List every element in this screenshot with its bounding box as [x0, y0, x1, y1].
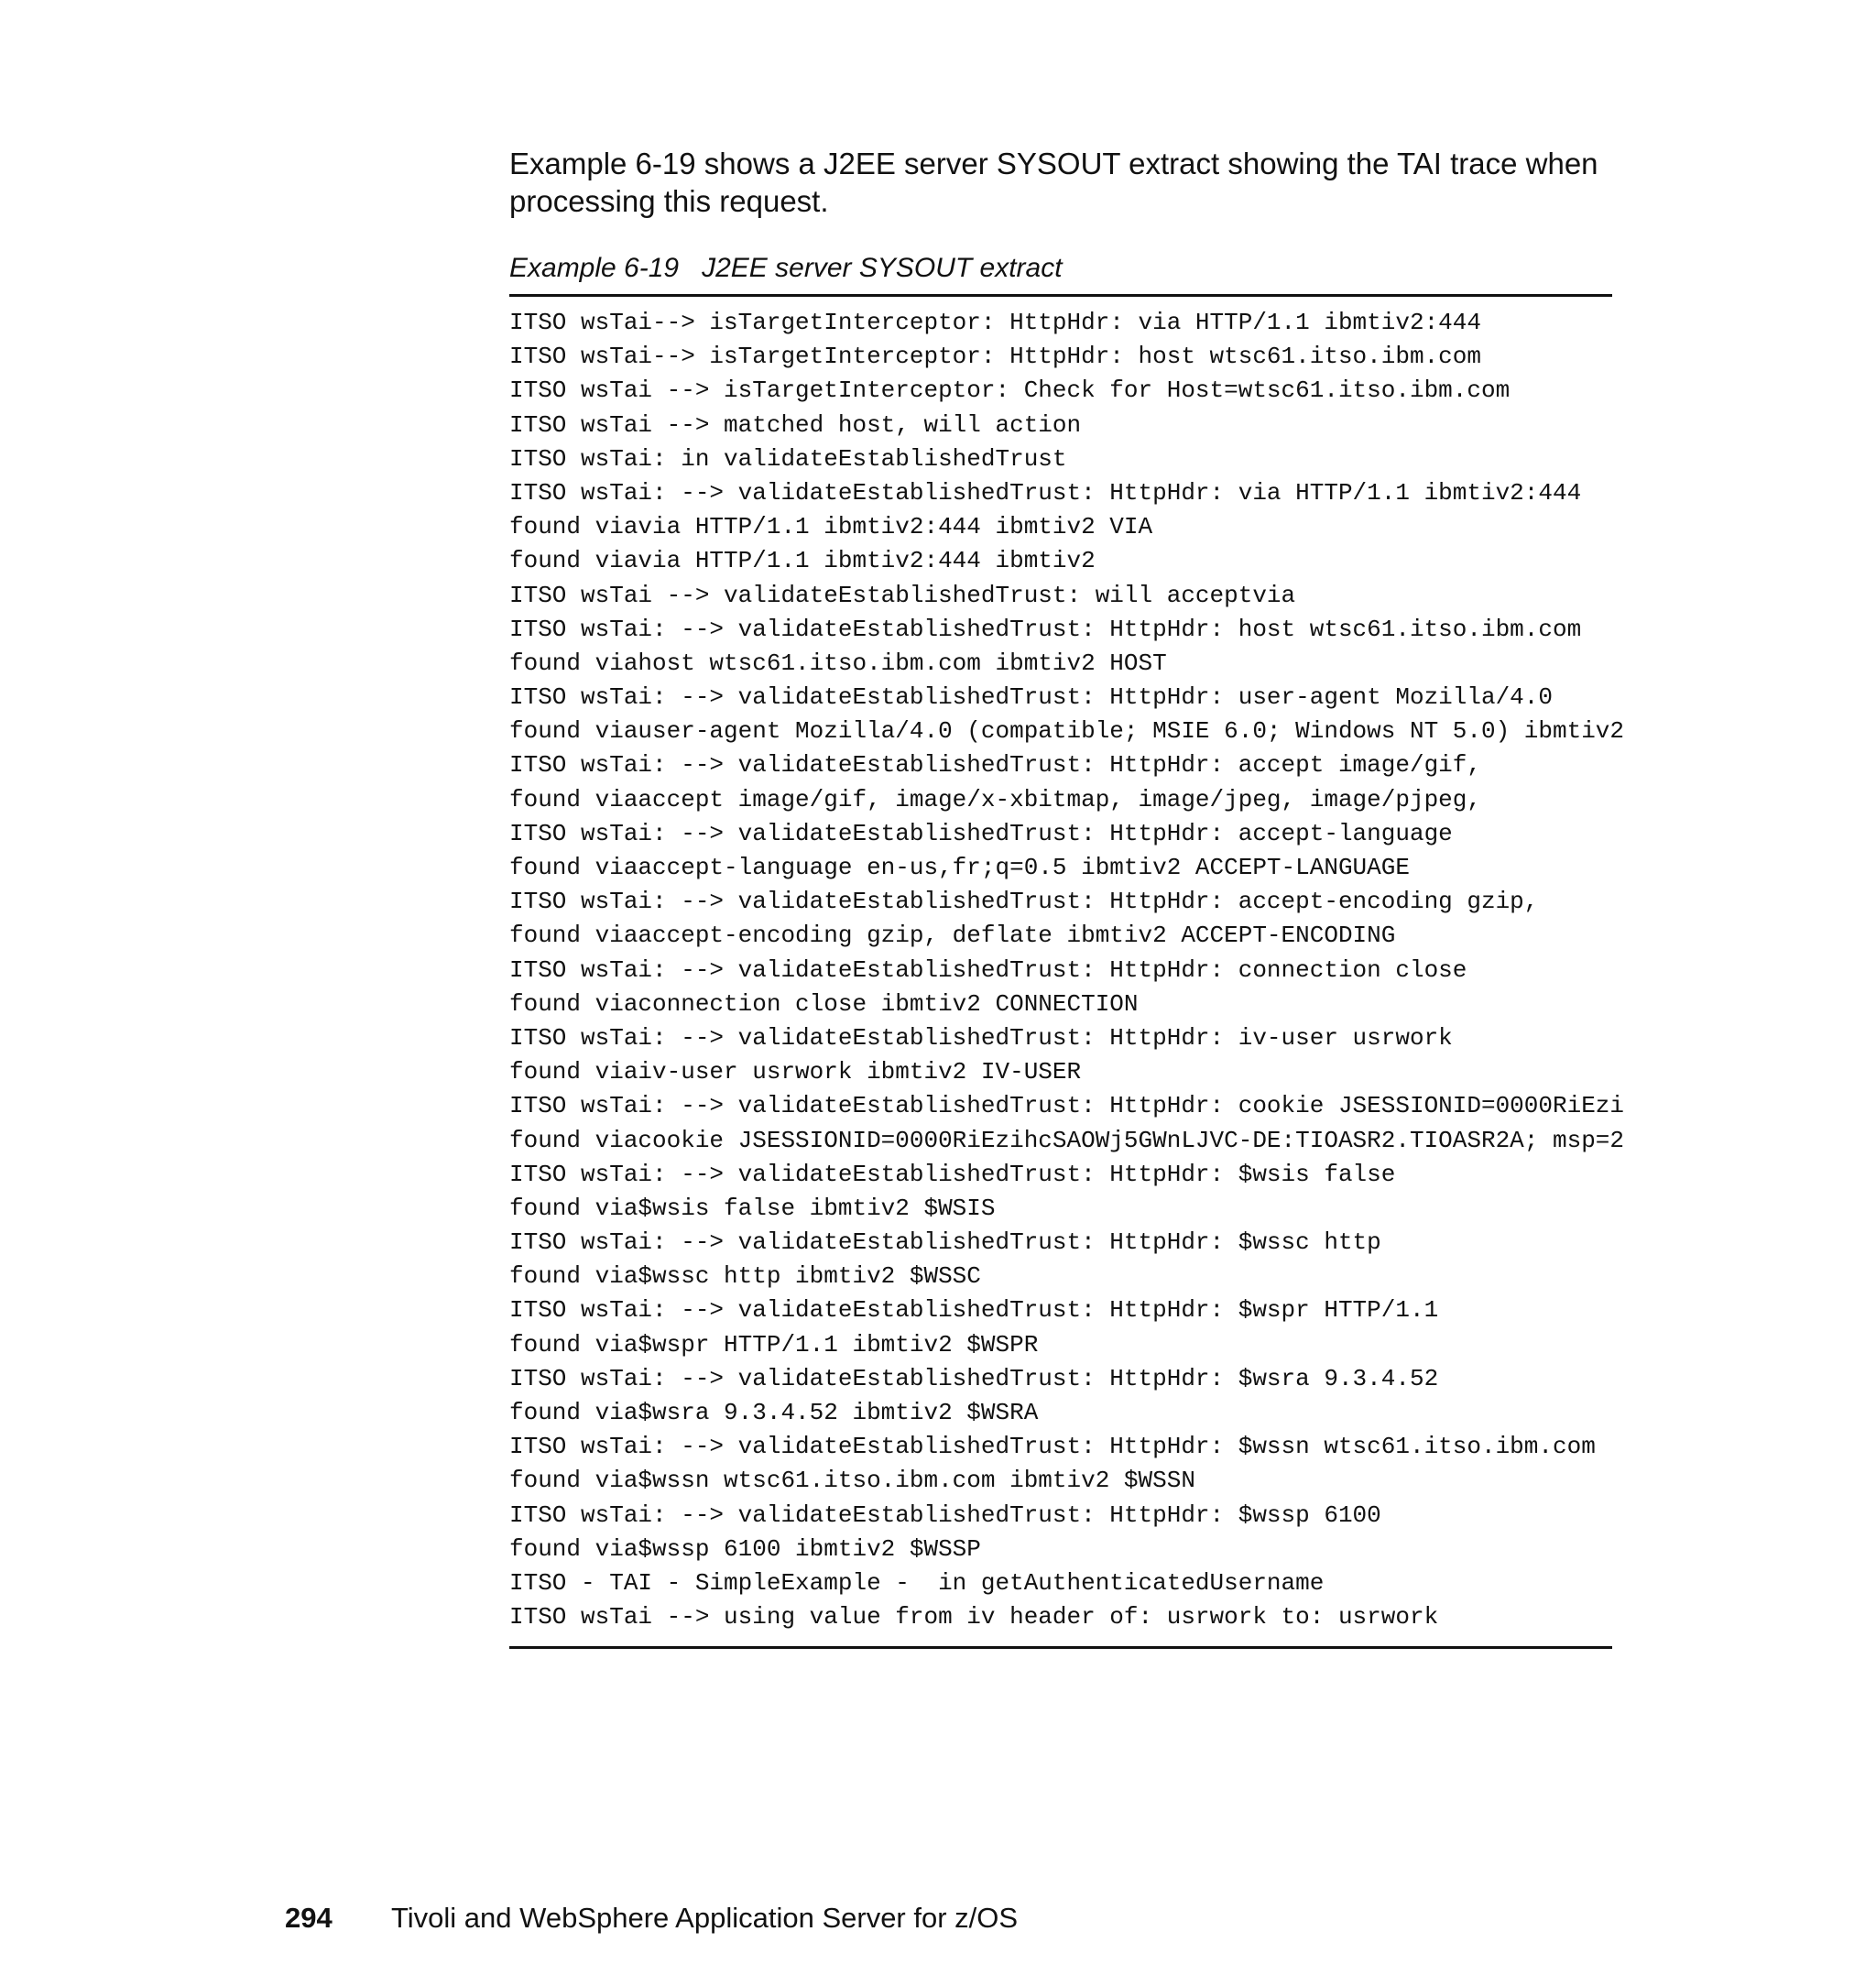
code-line: ITSO wsTai: --> validateEstablishedTrust: HttpHdr: accept-encoding gzip,	[509, 888, 1539, 916]
code-line: found viavia HTTP/1.1 ibmtiv2:444 ibmtiv2	[509, 547, 1096, 575]
code-line: found viaaccept-language en-us,fr;q=0.5 ibmtiv2 ACCEPT-LANGUAGE	[509, 854, 1410, 881]
code-line: found viavia HTTP/1.1 ibmtiv2:444 ibmtiv2 VIA	[509, 513, 1153, 541]
code-line: found viaaccept-encoding gzip, deflate ibmtiv2 ACCEPT-ENCODING	[509, 922, 1396, 950]
code-line: found via$wssc http ibmtiv2 $WSSC	[509, 1262, 981, 1291]
code-line: found viaaccept image/gif, image/x-xbitmap, image/jpeg, image/pjpeg,	[509, 785, 1481, 813]
code-line: found via$wssn wtsc61.itso.ibm.com ibmtiv2 $WSSN	[509, 1467, 1195, 1495]
code-line: ITSO wsTai: --> validateEstablishedTrust: HttpHdr: host wtsc61.itso.ibm.com	[509, 615, 1582, 643]
code-line: ITSO - TAI - SimpleExample - in getAuthenticatedUsername	[509, 1568, 1325, 1597]
code-line: ITSO wsTai: --> validateEstablishedTrust: HttpHdr: cookie JSESSIONID=0000RiEzi	[509, 1092, 1624, 1120]
code-line: ITSO wsTai: --> validateEstablishedTrust: HttpHdr: connection close	[509, 955, 1467, 984]
code-line: ITSO wsTai--> isTargetInterceptor: HttpHdr: via HTTP/1.1 ibmtiv2:444	[509, 309, 1481, 336]
code-line: ITSO wsTai --> using value from iv header of: usrwork to: usrwork	[509, 1603, 1439, 1631]
code-line: found via$wsra 9.3.4.52 ibmtiv2 $WSRA	[509, 1399, 1039, 1426]
code-line: ITSO wsTai: --> validateEstablishedTrust: HttpHdr: $wssp 6100	[509, 1500, 1381, 1529]
code-line: ITSO wsTai: --> validateEstablishedTrust: HttpHdr: user-agent Mozilla/4.0	[509, 683, 1553, 712]
code-line: ITSO wsTai --> isTargetInterceptor: Check for Host=wtsc61.itso.ibm.com	[509, 376, 1511, 405]
code-block-bottom-rule	[509, 1646, 1612, 1649]
code-line: ITSO wsTai: --> validateEstablishedTrust: HttpHdr: accept image/gif,	[509, 751, 1481, 780]
code-line: found viahost wtsc61.itso.ibm.com ibmtiv2 HOST	[509, 649, 1167, 677]
code-line: ITSO wsTai --> validateEstablishedTrust: will acceptvia	[509, 581, 1296, 609]
code-line: found via$wssp 6100 ibmtiv2 $WSSP	[509, 1534, 981, 1563]
code-line: found viaconnection close ibmtiv2 CONNECTION	[509, 989, 1139, 1018]
code-block-top-rule	[509, 294, 1612, 297]
intro-paragraph: Example 6-19 shows a J2EE server SYSOUT extract showing the TAI trace when processing this request.	[509, 147, 1598, 218]
code-line: ITSO wsTai--> isTargetInterceptor: HttpHdr: host wtsc61.itso.ibm.com	[509, 343, 1481, 371]
code-line: found via$wspr HTTP/1.1 ibmtiv2 $WSPR	[509, 1330, 1039, 1359]
code-line: ITSO wsTai: in validateEstablishedTrust	[509, 444, 1067, 473]
code-line: found viauser-agent Mozilla/4.0 (compatible; MSIE 6.0; Windows NT 5.0) ibmtiv2	[509, 717, 1624, 746]
running-title: Tivoli and WebSphere Application Server for z/OS	[391, 1902, 1019, 1934]
code-line: ITSO wsTai: --> validateEstablishedTrust: HttpHdr: $wsis false	[509, 1160, 1396, 1188]
code-line: ITSO wsTai --> matched host, will action	[509, 410, 1082, 439]
code-line: ITSO wsTai: --> validateEstablishedTrust: HttpHdr: $wssn wtsc61.itso.ibm.com	[509, 1433, 1596, 1461]
page-number: 294	[285, 1902, 333, 1934]
code-line: ITSO wsTai: --> validateEstablishedTrust: HttpHdr: accept-language	[509, 819, 1453, 847]
code-line: found viaiv-user usrwork ibmtiv2 IV-USER	[509, 1058, 1082, 1086]
code-line: ITSO wsTai: --> validateEstablishedTrust: HttpHdr: $wspr HTTP/1.1	[509, 1296, 1439, 1325]
code-line: found viacookie JSESSIONID=0000RiEzihcSAOWj5GWnLJVC-DE:TIOASR2.TIOASR2A; msp=2	[509, 1126, 1624, 1154]
code-line: ITSO wsTai: --> validateEstablishedTrust: HttpHdr: iv-user usrwork	[509, 1023, 1453, 1052]
code-block	[509, 306, 1624, 1634]
code-line: found via$wsis false ibmtiv2 $WSIS	[509, 1194, 996, 1222]
example-caption: Example 6-19 J2EE server SYSOUT extract	[509, 253, 1063, 283]
code-line: ITSO wsTai: --> validateEstablishedTrust: HttpHdr: $wsra 9.3.4.52	[509, 1364, 1439, 1392]
code-line: ITSO wsTai: --> validateEstablishedTrust: HttpHdr: $wssc http	[509, 1228, 1381, 1257]
code-line: ITSO wsTai: --> validateEstablishedTrust: HttpHdr: via HTTP/1.1 ibmtiv2:444	[509, 478, 1582, 507]
